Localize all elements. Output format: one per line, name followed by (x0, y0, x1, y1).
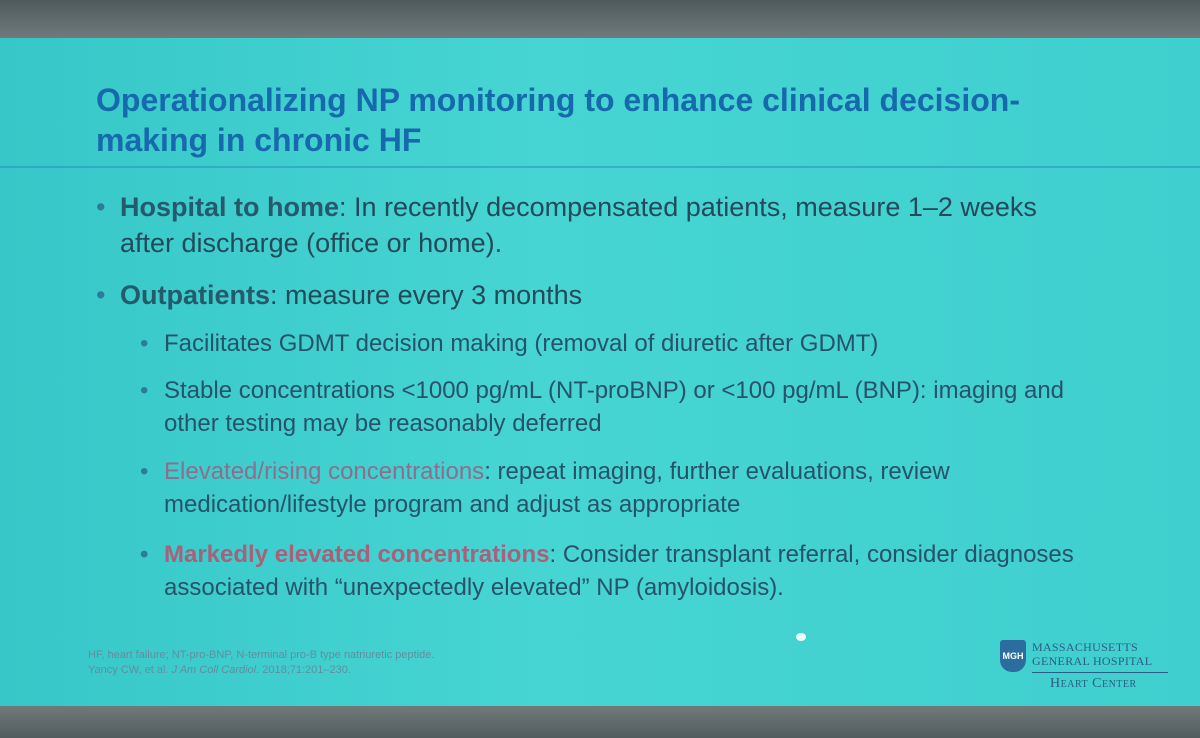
subbullet-text: Stable concentrations <1000 pg/mL (NT-proBNP) or <100 pg/mL (BNP): imaging and other testing may be reasonably deferred (164, 377, 1065, 437)
subbullet-text: : repeat imaging, further evaluations, review medication/lifestyle program and adjust as appropriate (164, 458, 950, 518)
logo-divider (1032, 672, 1168, 673)
presentation-slide (0, 38, 1200, 706)
subbullet-marker: • (140, 330, 149, 357)
title-divider (0, 166, 1200, 168)
subbullet-lead: Markedly elevated concentrations (164, 541, 550, 568)
slide-title: Operationalizing NP monitoring to enhance clinical decision-making in chronic HF (96, 82, 1020, 158)
subbullet-marker: • (140, 541, 149, 568)
screen-top-edge (0, 0, 1200, 38)
logo-text-line3: Heart Center (1050, 676, 1137, 691)
projector-glare (796, 633, 806, 641)
bullet-lead: Hospital to home (120, 192, 340, 222)
bullet-marker: • (96, 192, 106, 222)
bullet-marker: • (96, 280, 106, 310)
subbullet-gdmt (140, 327, 1104, 360)
bullet-text: : measure every 3 months (270, 280, 583, 310)
logo-text-line2: GENERAL HOSPITAL (1032, 654, 1153, 668)
footnote (88, 648, 588, 678)
bullet-lead: Outpatients (120, 280, 271, 310)
subbullet-marker: • (140, 377, 149, 404)
footnote-abbreviations: HF, heart failure; NT-pro-BNP, N-terminal pro-B type natriuretic peptide. (88, 649, 435, 661)
footnote-reference: Yancy CW, et al. J Am Coll Cardiol. 2018;71:201–230. (88, 664, 351, 676)
subbullet-elevated (140, 455, 1104, 521)
subbullet-marker: • (140, 458, 149, 485)
subbullet-text: : Consider transplant referral, consider diagnoses associated with “unexpectedly elevated” NP (amyloidosis). (164, 541, 1074, 601)
subbullet-text: Facilitates GDMT decision making (removal of diuretic after GDMT) (164, 330, 879, 357)
subbullet-markedly-elevated (140, 538, 1104, 604)
subbullet-lead: Elevated/rising concentrations (164, 458, 485, 485)
mgh-logo (1000, 636, 1170, 692)
bullet-outpatients (96, 277, 1060, 313)
screen-bottom-edge (0, 706, 1200, 738)
logo-text-line1: MASSACHUSETTS (1032, 640, 1138, 654)
bullet-text: : In recently decompensated patients, measure 1–2 weeks after discharge (office or home). (120, 192, 1037, 258)
bullet-hospital-to-home (96, 189, 1060, 261)
subbullet-stable (140, 374, 1104, 440)
shield-icon: MGH (1000, 640, 1026, 672)
